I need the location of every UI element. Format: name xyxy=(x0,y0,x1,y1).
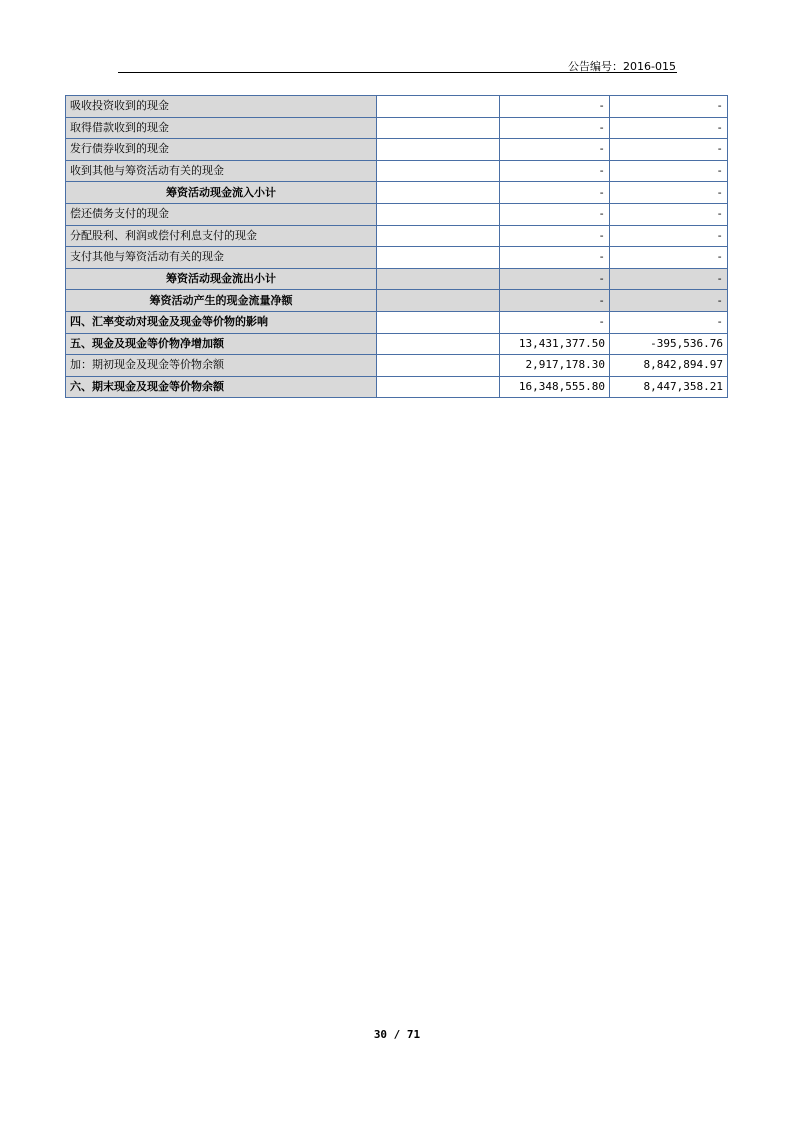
current-period-amount: - xyxy=(500,182,610,204)
current-period-amount: 16,348,555.80 xyxy=(500,376,610,398)
prior-period-amount: - xyxy=(610,311,728,333)
row-note xyxy=(377,376,500,398)
prior-period-amount: - xyxy=(610,117,728,139)
prior-period-amount: - xyxy=(610,268,728,290)
table-row xyxy=(66,117,728,139)
table-row xyxy=(66,96,728,118)
prior-period-amount: 8,447,358.21 xyxy=(610,376,728,398)
row-note xyxy=(377,182,500,204)
row-label: 收到其他与筹资活动有关的现金 xyxy=(66,160,377,182)
prior-period-amount: - xyxy=(610,96,728,118)
row-label: 五、现金及现金等价物净增加额 xyxy=(66,333,377,355)
table-row xyxy=(66,139,728,161)
row-label: 分配股利、利润或偿付利息支付的现金 xyxy=(66,225,377,247)
table-row xyxy=(66,376,728,398)
row-label: 筹资活动现金流入小计 xyxy=(66,182,377,204)
row-note xyxy=(377,139,500,161)
table-row xyxy=(66,247,728,269)
row-note xyxy=(377,333,500,355)
current-period-amount: 13,431,377.50 xyxy=(500,333,610,355)
row-label: 筹资活动产生的现金流量净额 xyxy=(66,290,377,312)
prior-period-amount: -395,536.76 xyxy=(610,333,728,355)
row-label: 六、期末现金及现金等价物余额 xyxy=(66,376,377,398)
row-note xyxy=(377,117,500,139)
table-row xyxy=(66,355,728,377)
prior-period-amount: - xyxy=(610,247,728,269)
current-period-amount: - xyxy=(500,247,610,269)
row-note xyxy=(377,247,500,269)
current-period-amount: - xyxy=(500,96,610,118)
table-row xyxy=(66,182,728,204)
row-label: 筹资活动现金流出小计 xyxy=(66,268,377,290)
row-note xyxy=(377,160,500,182)
row-note xyxy=(377,355,500,377)
page-number: 30 / 71 xyxy=(373,1028,421,1041)
row-note xyxy=(377,203,500,225)
current-period-amount: - xyxy=(500,290,610,312)
row-note xyxy=(377,311,500,333)
table-row xyxy=(66,290,728,312)
prior-period-amount: - xyxy=(610,160,728,182)
table-row xyxy=(66,333,728,355)
row-label: 偿还债务支付的现金 xyxy=(66,203,377,225)
prior-period-amount: - xyxy=(610,203,728,225)
row-label: 支付其他与筹资活动有关的现金 xyxy=(66,247,377,269)
cash-flow-table xyxy=(65,95,728,398)
row-label: 四、汇率变动对现金及现金等价物的影响 xyxy=(66,311,377,333)
row-label: 取得借款收到的现金 xyxy=(66,117,377,139)
row-label: 吸收投资收到的现金 xyxy=(66,96,377,118)
current-period-amount: - xyxy=(500,139,610,161)
prior-period-amount: - xyxy=(610,225,728,247)
prior-period-amount: - xyxy=(610,139,728,161)
prior-period-amount: 8,842,894.97 xyxy=(610,355,728,377)
row-note xyxy=(377,225,500,247)
current-period-amount: - xyxy=(500,311,610,333)
header-divider xyxy=(118,72,677,73)
table-row xyxy=(66,311,728,333)
row-label: 发行债券收到的现金 xyxy=(66,139,377,161)
current-period-amount: - xyxy=(500,117,610,139)
current-period-amount: 2,917,178.30 xyxy=(500,355,610,377)
row-label: 加：期初现金及现金等价物余额 xyxy=(66,355,377,377)
row-note xyxy=(377,96,500,118)
current-period-amount: - xyxy=(500,203,610,225)
table-row xyxy=(66,160,728,182)
current-period-amount: - xyxy=(500,268,610,290)
prior-period-amount: - xyxy=(610,182,728,204)
table-row xyxy=(66,203,728,225)
table-row xyxy=(66,268,728,290)
row-note xyxy=(377,268,500,290)
prior-period-amount: - xyxy=(610,290,728,312)
table-row xyxy=(66,225,728,247)
announcement-number: 公告编号：2016-015 xyxy=(568,60,676,73)
row-note xyxy=(377,290,500,312)
current-period-amount: - xyxy=(500,225,610,247)
current-period-amount: - xyxy=(500,160,610,182)
